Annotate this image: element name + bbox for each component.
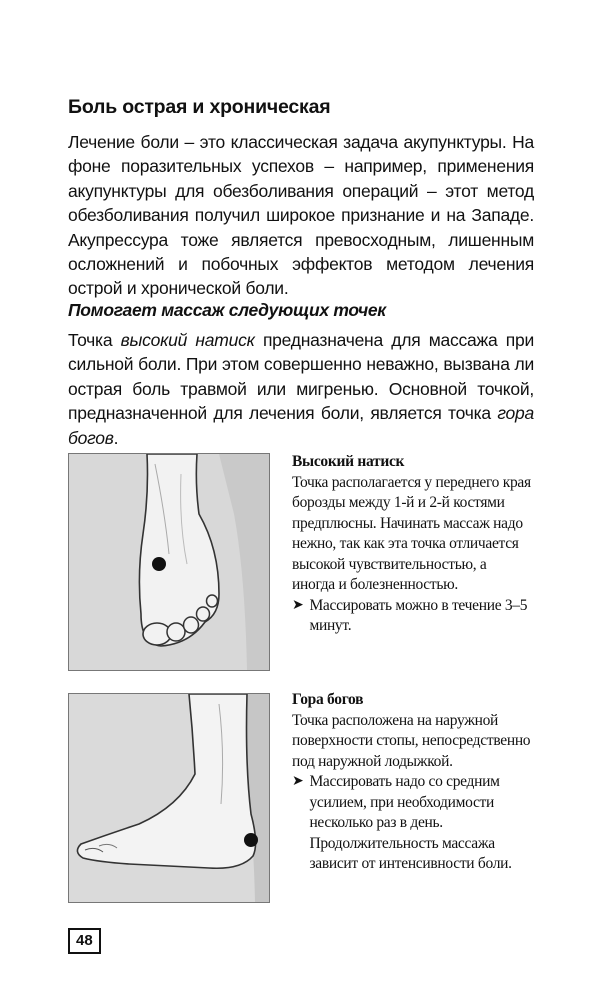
arrow-icon: ➤ (292, 774, 304, 789)
point-title: Высокий натиск (292, 453, 405, 470)
point-card-high-pressure (292, 452, 532, 637)
points-text-end: . (113, 427, 119, 448)
point-card-mountain-of-gods (292, 690, 532, 875)
point-description: Точка располагается у переднего края борозды между 1-й и 2-й костями предплюсны. Начинать массаж надо нежно, так как эта точка отличается высокой чувствительностью, а иногда и болезненностью. (292, 473, 531, 593)
instruction-bullet (292, 596, 532, 637)
acupoint-marker (152, 557, 166, 571)
intro-paragraph: Лечение боли – это классическая задача акупунктуры. На фоне поразительных успехов – например, применения акупунктуры для обезболивания операций – этот метод обезболивания получил широкое признание и на Западе. Акупрессура тоже является превосходным, лишенным осложнений и побочных эффектов методом лечения острой и хронической боли. (68, 132, 534, 299)
point-name-high-pressure: высокий натиск (120, 330, 255, 350)
points-paragraph (68, 328, 534, 450)
page-number: 48 (68, 928, 101, 954)
point-instruction: Массировать надо со средним усилием, при необходимости несколько раз в день. Продолжительность массажа зависит от интенсивности боли. (309, 773, 512, 872)
foot-top-view-illustration (68, 453, 270, 671)
point-title: Гора богов (292, 691, 364, 708)
section-heading: Боль острая и хроническая (68, 96, 331, 118)
point-instruction: Массировать можно в течение 3–5 минут. (309, 596, 528, 634)
acupoint-marker (244, 833, 258, 847)
point-name-mountain-of-gods: гора богов (68, 403, 534, 448)
points-subheading: Помогает массаж следующих точек (68, 300, 386, 320)
arrow-icon: ➤ (292, 597, 304, 613)
points-text-2: предназначена для массажа при сильной боли. При этом совершенно неважно, вызвана ли острая боль травмой или мигренью. Основной точкой, предназначенной для лечения боли, является точка (68, 330, 534, 424)
points-text-1: Точка (68, 330, 113, 350)
point-description: Точка расположена на наружной поверхности стопы, непосредственно под наружной лодыжкой. (292, 711, 531, 770)
instruction-bullet (292, 772, 532, 875)
foot-side-view-illustration (68, 693, 270, 903)
